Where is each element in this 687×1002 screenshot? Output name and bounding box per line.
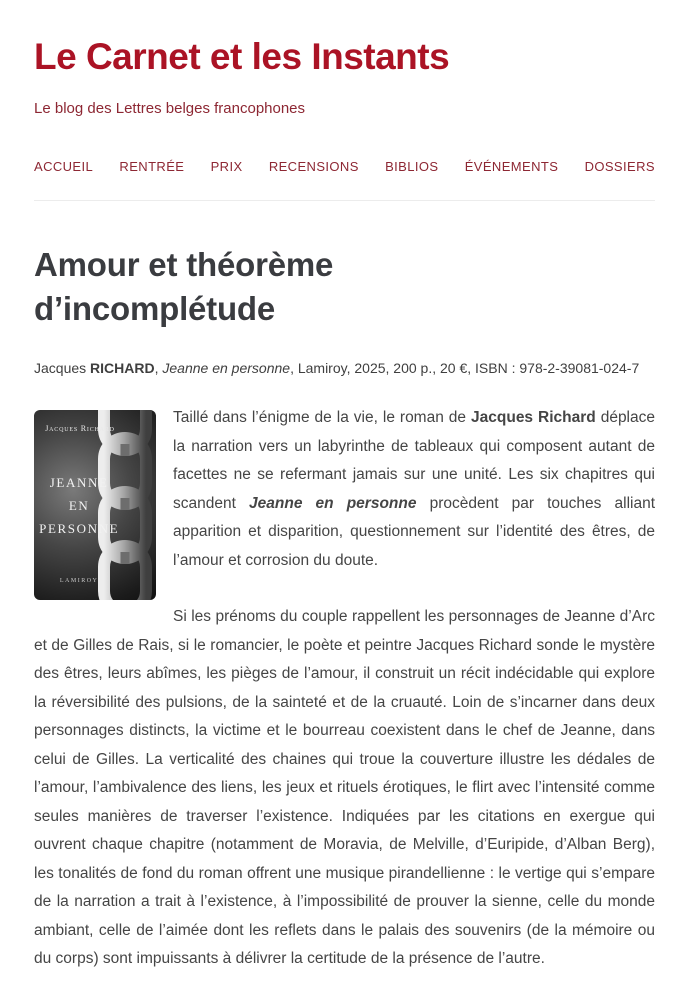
main-nav bbox=[34, 159, 655, 201]
p1-book-title: Jeanne en personne bbox=[249, 494, 417, 512]
p1-author-bold: Jacques Richard bbox=[471, 409, 596, 427]
nav-item-dossiers[interactable]: DOSSIERS bbox=[584, 159, 655, 174]
p1-text-3: procèdent par touches alliant apparition et disparition, questionnement sur l’identité des êtres, de l’amour et corrosion du doute. bbox=[173, 494, 655, 569]
nav-item-accueil[interactable]: ACCUEIL bbox=[34, 159, 94, 174]
p1-text-2: déplace la narration vers un labyrinthe de tableaux qui composent autant de facettes ne se refermant jamais sur une unité. Les six chapitres qui scandent bbox=[173, 409, 655, 512]
byline-publication-info: , Lamiroy, 2025, 200 p., 20 €, ISBN : 978-2-39081-024-7 bbox=[290, 360, 640, 377]
nav-item-evenements[interactable]: ÉVÉNEMENTS bbox=[464, 159, 559, 174]
article-body bbox=[34, 404, 655, 974]
article bbox=[34, 243, 655, 974]
byline-author-last: RICHARD bbox=[90, 360, 155, 377]
article-title: Amour et théorème d’incomplétude bbox=[34, 246, 334, 327]
site-header bbox=[34, 36, 655, 117]
nav-item-rentree[interactable]: RENTRÉE bbox=[119, 159, 185, 174]
byline-separator: , bbox=[154, 360, 163, 377]
cover-title-line1: JEANNE bbox=[49, 475, 109, 491]
nav-item-recensions[interactable]: RECENSIONS bbox=[268, 159, 359, 174]
cover-title-text bbox=[34, 472, 124, 540]
byline-book-title: Jeanne en personne bbox=[162, 360, 291, 377]
byline-author-first: Jacques bbox=[34, 360, 91, 377]
nav-item-prix[interactable]: PRIX bbox=[210, 159, 243, 174]
cover-title-line3: PERSONNE bbox=[39, 520, 120, 536]
p1-text-1: Taillé dans l’énigme de la vie, le roman de bbox=[173, 409, 472, 427]
article-byline bbox=[34, 360, 655, 376]
site-tagline: Le blog des Lettres belges francophones bbox=[34, 100, 306, 117]
paragraph-2: Si les prénoms du couple rappellent les personnages de Jeanne d’Arc et de Gilles de Rais, si le romancier, le poète et peintre Jacques Richard sonde le mystère des êtres, leurs abîmes, les pièges de l’amour, il construit un récit indécidable qui explore la réversibilité des pulsions, de la sainteté et de la cruauté. Loin de s’incarner dans deux personnages distincts, la victime et le bourreau coexistent dans le chef de Jeanne, dans celui de Gilles. La verticalité des chaines qui troue la couverture illustre les dédales de l’amour, l’ambivalence des liens, les jeux et rituels érotiques, le flirt avec l’intensité comme seules manières de traverser l’existence. Indiquées par les citations en exergue qui ouvrent chaque chapitre (notamment de Moravia, de Melville, d’Euripide, d’Alban Berg), les tonalités de fond du roman offrent une musique pirandellienne : le vertige qui s’empare de la narration a trait à l’existence, à l’impossibilité de prouver la sienne, celle du monde ambiant, celle de l’aimée dont les reflets dans le palais des souvenirs (de la mémoire ou du corps) sont impuissants à délivrer la certitude de la présence de l’autre. bbox=[34, 608, 655, 968]
cover-title-line2: EN bbox=[68, 497, 90, 513]
cover-author-text: Jacques Richard bbox=[45, 424, 115, 434]
book-cover-image[interactable] bbox=[34, 410, 156, 600]
cover-publisher-text: LAMIROY bbox=[59, 578, 99, 585]
site-title[interactable]: Le Carnet et les Instants bbox=[34, 36, 450, 77]
nav-item-biblios[interactable]: BIBLIOS bbox=[385, 159, 439, 174]
